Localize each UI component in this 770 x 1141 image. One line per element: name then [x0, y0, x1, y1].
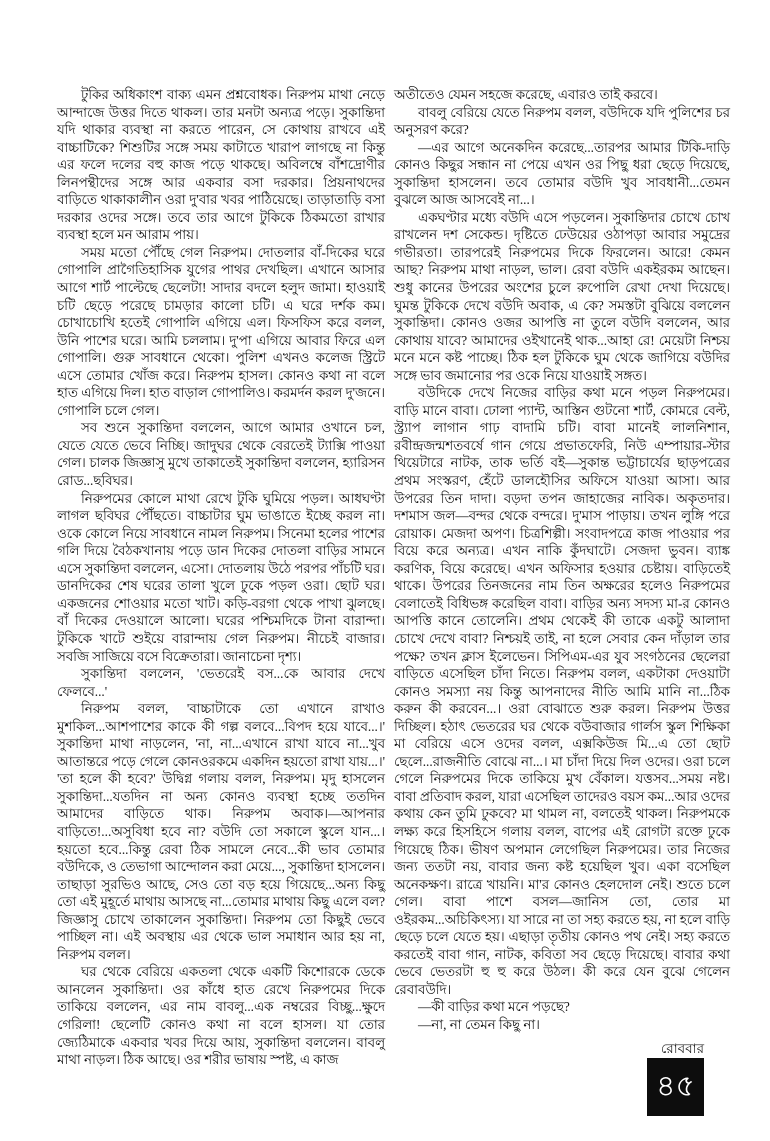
- paragraph: —কী বাড়ির কথা মনে পড়ছে?: [418, 999, 570, 1015]
- paragraph: নিরুপম বলল, 'বাচ্চাটাকে তো এখানে রাখাও মুশকিল...আশপাশের কাকে কী গল্প বলবে...বিপদ হয়ে যাবে...।' সুকান্তিদা মাথা নাড়লেন, 'না, না...এখানে রাখা যাবে না...খুব আতান্তরে পড়ে গেলে কোনওরকমে একদিন হয়তো রাখা যায়...।' 'তা হলে কী হবে?' উদ্বিগ্ন গলায় বলল, নিরুপম। মৃদু হাসলেন সুকান্তিদা...যতদিন না অন্য কোনও ব্যবস্থা হচ্ছে ততদিন আমাদের বাড়িতে থাক। নিরুপম অবাক।—আপনার বাড়িতে!...অসুবিধা হবে না? বউদি তো সকালে স্কুলে যান...। হয়তো হবে...কিন্তু রেবা ঠিক সামলে নেবে...কী ভাব তোমার বউদিকে, ও তেভাগা আন্দোলন করা মেয়ে..., সুকান্তিদা হাসলেন। তাছাড়া সুরভিও আছে, সেও তো বড় হয়ে গিয়েছে...অন্য কিছু তো এই মুহূর্তে মাথায় আসছে না...তোমার মাথায় কিছু এলে বল? জিজ্ঞাসু চোখে তাকালেন সুকান্তিদা। নিরুপম তো কিছুই ভেবে পাচ্ছিল না। এই অবস্থায় এর থেকে ভাল সমাধান আর হয় না, নিরুপম বলল।: [57, 701, 385, 962]
- paragraph: সুকান্তিদা বললেন, 'ভেতরেই বস...কে আবার দেখে ফেলবে...': [57, 666, 385, 699]
- footer-magazine-name: রোববার: [660, 1041, 704, 1056]
- page-number-box: [647, 1058, 704, 1116]
- paragraph: একঘণ্টার মধ্যে বউদি এসে পড়লেন। সুকান্তিদার চোখে চোখ রাখলেন দশ সেকেন্ড। দৃষ্টিতে ঢেউয়ের ওঠাপড়া আবার সমুদ্রের গভীরতা। তারপরেই নিরুপমের দিকে ফিরলেন। আরে! কেমন আছ? নিরুপম মাথা নাড়ল, ভাল। রেবা বউদি একইরকম আছেন। শুধু কানের উপরের অংশের চুলে রুপোলি রেখা দেখা দিয়েছে। ঘুমন্ত টুকিকে দেখে বউদি অবাক, এ কে? সমস্তটা বুঝিয়ে বললেন সুকান্তিদা। কোনও ওজর আপত্তি না তুলে বউদি বললেন, আর কোথায় যাবে? আমাদের ওইখানেই থাক...আহা রে! মেয়েটা নিশ্চয় মনে মনে কষ্ট পাচ্ছে। ঠিক হল টুকিকে ঘুম থেকে জাগিয়ে বউদির সঙ্গে ভাব জমানোর পর ওকে নিয়ে যাওয়াই সঙ্গত।: [394, 209, 730, 383]
- paragraph: নিরুপমের কোলে মাথা রেখে টুকি ঘুমিয়ে পড়ল। আধঘণ্টা লাগল ছবিঘর পৌঁছতে। বাচ্চাটার ঘুম ভাঙাতে ইচ্ছে করল না। ওকে কোলে নিয়ে সাবধানে নামল নিরুপম। সিনেমা হলের পাশের গলি দিয়ে বৈঠকখানায় পড়ে ডান দিকের দোতলা বাড়ির সামনে এসে সুকান্তিদা বললেন, এসো। দোতলায় উঠে পরপর পাঁচটি ঘর। ডানদিকের শেষ ঘরের তালা খুলে ঢুকে পড়ল ওরা। ছোট ঘর। একজনের শোওয়ার মতো খাট। কড়ি-বরগা থেকে পাখা ঝুলছে। বাঁ দিকের দেওয়ালে আলো। ঘরের পশ্চিমদিকে টানা বারান্দা। টুকিকে খাটে শুইয়ে বারান্দায় গেল নিরুপম। নীচেই বাজার। সবজি সাজিয়ে বসে বিক্রেতারা। জানাচেনা দৃশ্য।: [57, 490, 385, 664]
- paragraph: টুকির অধিকাংশ বাক্য এমন প্রশ্নবোধক। নিরুপম মাথা নেড়ে আন্দাজে উত্তর দিতে থাকল। তার মনটা অন্যত্র পড়ে। সুকান্তিদা যদি থাকার ব্যবস্থা না করতে পারেন, সে কোথায় রাখবে এই বাচ্চাটিকে? শিশুটির সঙ্গে সময় কাটাতে খারাপ লাগছে না কিন্তু এর ফলে দলের বহু কাজ পড়ে থাকছে। অবিলম্বে বাঁশদ্রোণীর লিনপন্থীদের সঙ্গে আর একবার বসা দরকার। প্রিয়নাথদের বাড়িতে থাকাকালীন ওরা দু'বার খবর পাঠিয়েছে। তাড়াতাড়ি বসা দরকার ওদের সঙ্গে। তবে তার আগে টুকিকে ঠিকমতো রাখার ব্যবস্থা হলে মন আরাম পায়।: [57, 87, 385, 243]
- paragraph: ঘর থেকে বেরিয়ে একতলা থেকে একটি কিশোরকে ডেকে আনলেন সুকান্তিদা। ওর কাঁধে হাত রেখে নিরুপমের দিকে তাকিয়ে বললেন, এর নাম বাবলু...এক নম্বরের বিচ্ছু...ক্ষুদে গেরিলা! ছেলেটি কোনও কথা না বলে হাসল। যা তোর জ্যেঠিমাকে একবার খবর দিয়ে আয়, সুকান্তিদা বললেন। বাবলু মাথা নাড়ল। ঠিক আছে। ওর শরীর ভাষায় স্পষ্ট, এ কাজ: [57, 964, 385, 1068]
- text-column-left: [57, 86, 385, 1069]
- paragraph: অতীতেও যেমন সহজে করেছে, এবারও তাই করবে।: [394, 87, 658, 102]
- paragraph: বউদিকে দেখে নিজের বাড়ির কথা মনে পড়ল নিরুপমের। বাড়ি মানে বাবা। ঢোলা প্যান্ট, আস্তিন গুটনো শার্ট, কোমরে বেল্ট, স্ট্র্যাপ লাগান গাঢ় বাদামি চটি। বাবা মানেই লালনিশান, রবীন্দ্রজন্মশতবর্ষে গান গেয়ে প্রভাতফেরি, নিউ এম্পায়ার-স্টার থিয়েটারে নাটক, তাক ভর্তি বই—সুকান্ত ভট্টাচার্যের ছাড়পত্রের প্রথম সংস্করণ, হেঁটে ডালহৌসির অফিসে যাওয়া আসা। আর উপরের তিন দাদা। বড়দা তপন জাহাজের নাবিক। অকৃতদার। দশমাস জল—বন্দর থেকে বন্দরে। দু'মাস পাড়ায়। তখন লুঙ্গি পরে রোয়াক। মেজদা অপণ। চিত্রশিল্পী। সংবাদপত্রে কাজ পাওয়ার পর বিয়ে করে অন্যত্র। এখন নাকি কুঁদঘাটে। সেজদা ভুবন। ব্যাঙ্ক করণিক, বিয়ে করেছে। এখন অফিসার হওয়ার চেষ্টায়। বাড়িতেই থাকে। উপরের তিনজনের নাম তিন অক্ষরের হলেও নিরুপমের বেলাতেই বিধিভঙ্গ করেছিল বাবা। বাড়ির অন্য সদস্য মা-র কোনও আপত্তি কানে তোলেনি। প্রথম থেকেই কী তাকে একটু আলাদা চোখে দেখে বাবা? নিশ্চয়ই তাই, না হলে সেবার কেন দাঁড়াল তার পক্ষে? তখন ক্লাস ইলেভেন। সিপিএম-এর যুব সংগঠনের ছেলেরা বাড়িতে এসেছিল চাঁদা নিতে। নিরুপম বলল, একটাকা দেওয়াটা কোনও সমস্যা নয় কিন্তু আপনাদের নীতি আমি মানি না...ঠিক করুন কী করবেন...। ওরা বোঝাতে শুরু করল। নিরুপম উত্তর দিচ্ছিল। হঠাৎ ভেতরের ঘর থেকে বউবাজার গার্লস স্কুল শিক্ষিকা মা বেরিয়ে এসে ওদের বলল, এক্সকিউজ মি...এ তো ছোট ছেলে...রাজনীতি বোঝে না...। মা চাঁদা দিয়ে দিল ওদের। ওরা চলে গেলে নিরুপমের দিকে তাকিয়ে মুখ বেঁকাল। যত্তসব...সময় নষ্ট। বাবা প্রতিবাদ করল, যারা এসেছিল তাদেরও বয়স কম...আর ওদের কথায় কেন তুমি ঢুকবে? মা থামল না, বলতেই থাকল। নিরুপমকে লক্ষ্য করে হিসহিসে গলায় বলল, বাপের এই রোগটা রক্তে ঢুকে গিয়েছে ঠিক। ভীষণ অপমান লেগেছিল নিরুপমের। তার নিজের জন্য ততটা নয়, বাবার জন্য কষ্ট হয়েছিল খুব। একা বসেছিল অনেকক্ষণ। রাত্রে খায়নি। মা'র কোনও হেলদোল নেই। শুতে চলে গেল। বাবা পাশে বসল—জানিস তো, তোর মা ওইরকম...অচিকিৎস্য। যা সারে না তা সহ্য করতে হয়, না হলে বাড়ি ছেড়ে চলে যেতে হয়। এছাড়া তৃতীয় কোনও পথ নেই। সহ্য করতে করতেই বাবা গান, নাটক, কবিতা সব ছেড়ে দিয়েছে। বাবার কথা ভেবে ভেতরটা হু হু করে উঠল। কী করে যেন বুঝে গেলেন রেবাবউদি।: [394, 385, 730, 997]
- paragraph: —না, না তেমন কিছু না।: [418, 1016, 540, 1032]
- paragraph: সময় মতো পৌঁছে গেল নিরুপম। দোতলার বাঁ-দিকের ঘরে গোপালি প্রাগৈতিহাসিক যুগের পাথর দেখছিল। এখানে আসার আগে শার্ট পাল্টেছে ছেলেটা! সাদার বদলে হলুদ জামা। হাওয়াই চটি ছেড়ে পরেছে চামড়ার কালো চটি। এ ঘরে দর্শক কম। চোখাচোখি হতেই গোপালি এগিয়ে এল। ফিসফিস করে বলল, উনি পাশের ঘরে। আমি চললাম। দু'পা এগিয়ে আবার ফিরে এল গোপালি। গুরু সাবধানে থেকো। পুলিশ এখনও কলেজ স্ট্রিটে এসে তোমার খোঁজ করে। নিরুপম হাসল। কোনও কথা না বলে হাত এগিয়ে দিল। হাত বাড়াল গোপালিও। করমর্দন করল দু'জনে। গোপালি চলে গেল।: [57, 244, 385, 418]
- text-column-right: [394, 86, 730, 1034]
- paragraph: সব শুনে সুকান্তিদা বললেন, আগে আমার ওখানে চল, যেতে যেতে ভেবে নিচ্ছি। জাদুঘর থেকে বেরতেই ট্যাক্সি পাওয়া গেল। চালক জিজ্ঞাসু মুখে তাকাতেই সুকান্তিদা বললেন, হ্যারিসন রোড...ছবিঘর।: [57, 420, 385, 489]
- paragraph: —এর আগে অনেকদিন করেছে...তারপর আমার টিকি-দাড়ি কোনও কিছুর সন্ধান না পেয়ে এখন ওর পিছু ধরা ছেড়ে দিয়েছে, সুকান্তিদা হাসলেন। তবে তোমার বউদি খুব সাবধানী...তেমন বুঝলে আজ আসবেই না...।: [394, 139, 730, 208]
- paragraph: বাবলু বেরিয়ে যেতে নিরুপম বলল, বউদিকে যদি পুলিশের চর অনুসরণ করে?: [394, 104, 730, 138]
- page-number: ৪৫: [656, 1070, 695, 1103]
